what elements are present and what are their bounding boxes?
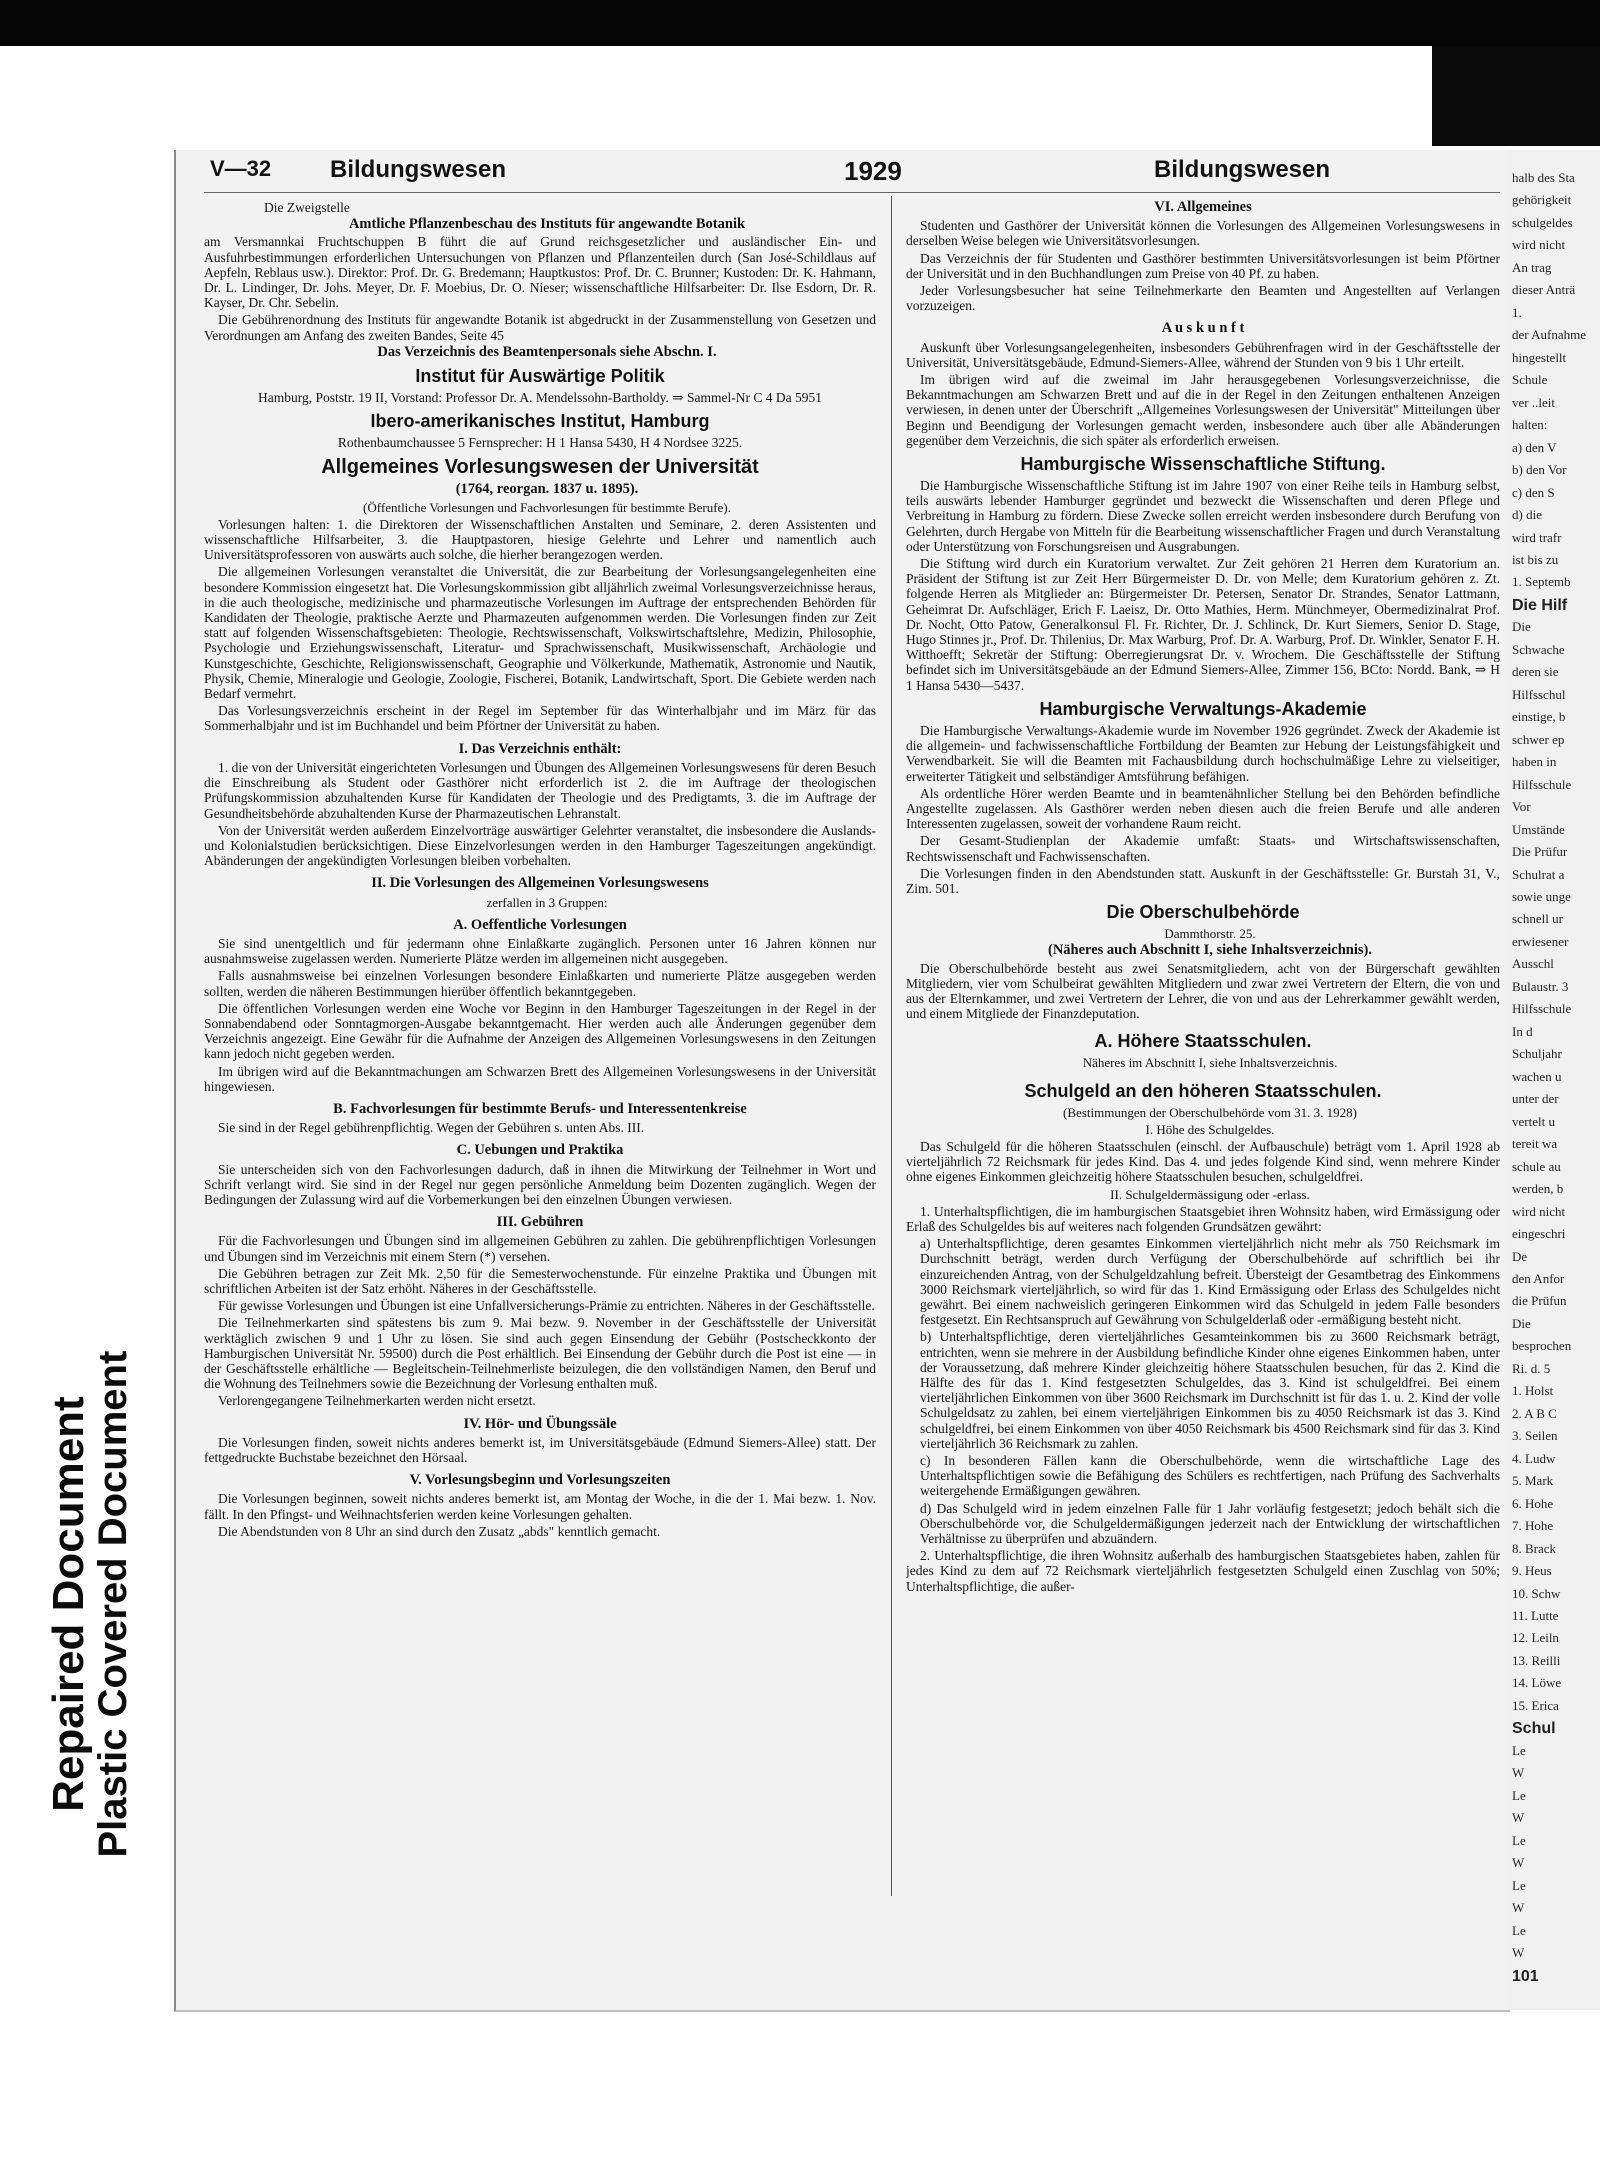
institution-heading: Ibero-amerikanisches Institut, Hamburg <box>370 411 710 432</box>
paragraph: Die Stiftung wird durch ein Kuratorium verwaltet. Zur Zeit gehören 21 Herren dem Kuratorium an. Präsident der Stiftung ist zur Zeit Herr Bürgermeister D. Dr. von Melle; dem Kuratorium gehören z. Zt. folgende Herren als Mitglieder an: Bürgermeister Dr. Petersen, Senator Dr. Strandes, Senator Lattmann, Geheimrat Dr. Aufschläger, Erich F. Laeisz, Dr. Otto Mathies, Herm. Münchmeyer, Obermedizinalrat Prof. Dr. Nocht, Otto Patow, Generalkonsul Fl. Fr. Richter, Dr. J. Schlinck, Dr. Kurt Siemers, Senior D. Stage, Hugo Stinnes jr., Prof. Dr. Thilenius, Dr. Max Warburg, Prof. Dr. A. Warburg, Prof. Dr. Winkler, Senator F. H. Witthoefft; Sekretär der Stiftung: Oberregierungsrat Dr. v. Wrochem. Die Geschäftsstelle der Stiftung befindet sich im Universitätsgebäude an der Edmund Siemers-Allee, Zimmer 156, BCto: Nordd. Bank, ⇒ H 1 Hansa 5430—5437. <box>906 556 1500 693</box>
strip-line: haben in <box>1512 754 1557 769</box>
subsection-heading: I. Höhe des Schulgeldes. <box>1145 1121 1275 1137</box>
strip-line: Vor <box>1512 799 1531 814</box>
header-right-title: Bildungswesen <box>1154 156 1331 183</box>
list-item: c) In besonderen Fällen kann die Oberschulbehörde, wenn die wirtschaftliche Lage des Unterhaltspflichtigen sowie die Befähigung des Schülers es rechtfertigen, nach Prüfung des Sachverhalts weitergehende Ermäßigungen gewähren. <box>920 1453 1500 1499</box>
strip-line: 10. Schw <box>1512 1586 1561 1601</box>
institution-heading: Institut für Auswärtige Politik <box>415 366 665 387</box>
strip-line: Die <box>1512 1316 1531 1331</box>
left-column <box>204 200 876 1900</box>
paragraph: Die Zweigstelle <box>264 200 350 215</box>
strip-line: W <box>1512 1855 1525 1870</box>
strip-line: Umstände <box>1512 822 1565 837</box>
paragraph: 1. die von der Universität eingerichteten Vorlesungen und Übungen des Allgemeinen Vorlesungswesens für deren Besuch die Einschreibung als Student oder Gasthörer nicht erforderlich ist 2. die im Auftrage der theologischen Prüfungskommission abzuhaltenden Kurse für Kandidaten der Theologie und des Predigtamts, 3. die im Auftrage der Gesundheitsbehörde abzuhaltenden Kurse der Pharmazeutischen Lehranstalt. <box>204 759 876 821</box>
paragraph: Die Hamburgische Wissenschaftliche Stiftung ist im Jahre 1907 von einer Reihe teils in Hamburg selbst, teils auswärts lebender Hamburger gegründet und bezweckt die Wissenschaften und deren Pflege und Verbreitung in Hamburg zu fördern. Diese Zwecke sollen erreicht werden insbesondere durch Berufung von Gelehrten, durch Hergabe von Mitteln für die Bearbeitung wissenschaftlicher Fragen und durch Veranstaltung oder Unterstützung von Forschungsreisen und Ausgrabungen. <box>906 478 1500 554</box>
section-heading: III. Gebühren <box>496 1214 584 1231</box>
side-label-line1: Repaired Document <box>43 1396 93 1812</box>
strip-line: 5. Mark <box>1512 1473 1554 1488</box>
strip-line: 12. Leiln <box>1512 1630 1559 1645</box>
strip-line: gehörigkeit <box>1512 192 1572 207</box>
strip-line: c) den S <box>1512 485 1555 500</box>
strip-line: 13. Reilli <box>1512 1653 1561 1668</box>
strip-line: 2. A B C <box>1512 1406 1557 1421</box>
section-heading: VI. Allgemeines <box>1154 200 1252 215</box>
strip-line: Schulrat a <box>1512 867 1565 882</box>
paragraph: (Öffentliche Vorlesungen und Fachvorlesungen für bestimmte Berufe). <box>363 499 731 515</box>
strip-line: 1. <box>1512 305 1522 320</box>
institution-heading: Hamburgische Verwaltungs-Akademie <box>1039 698 1367 719</box>
column-divider <box>891 196 892 1896</box>
paragraph: Das Schulgeld für die höheren Staatsschulen (einschl. der Aufbauschule) beträgt vom 1. April 1928 ab vierteljährlich 72 Reichsmark für jedes Kind. Das 4. und jedes folgende Kind sind, wenn mehrere Kinder ohne eigenes Einkommen gleichzeitig höhere Staatsschulen besuchen, schulgeldfrei. <box>906 1138 1500 1185</box>
strip-line: der Aufnahme <box>1512 327 1587 342</box>
strip-line: wird nicht <box>1512 237 1566 252</box>
paragraph: Die öffentlichen Vorlesungen werden eine Woche vor Beginn in den Hamburger Tageszeitungen in der Regel in der Sonnabendabend oder Sonntagmorgen-Ausgabe bekanntgemacht. Hier werden auch alle Änderungen gegenüber dem Verzeichnis angezeigt. Eine Gewähr für die Aufnahme der Anzeigen des Allgemeinen Vorlesungswesens in den Zeitungen kann jedoch nicht gegeben werden. <box>204 1000 876 1062</box>
strip-line: Ri. d. 5 <box>1512 1361 1551 1376</box>
strip-line: schulgeldes <box>1512 215 1573 230</box>
section-heading: I. Das Verzeichnis enthält: <box>458 740 622 757</box>
list-item: b) Unterhaltspflichtige, deren vierteljährliches Gesamteinkommen bis zu 3600 Reichsmark beträgt, entrichten, wenn sie mehrere in der Ausbildung befindliche Kinder ohne eigenes Einkommen haben, unter der Voraussetzung, daß mehrere Kinder gleichzeitig höhere Staatsschulen besuchen, für das 2. Kind die Hälfte des für das 1. Kind festgesetzten Schulgeldes, das 3. Kind ist schulgeldfrei. Bei einem vierteljährlichen Einkommen von über 3600 Reichsmark im Durchschnitt ist für das 1. u. 2. Kind der volle Schulgeldsatz zu zahlen, bei einem vierteljährigen Einkommen bis zu 4050 Reichsmark ist das 3. Kind schulgeldfrei, bei einem Einkommen von über 4050 Reichsmark bis 4500 Reichsmark sind für das 3. Kind vierteljährlich 36 Reichsmark zu zahlen. <box>920 1329 1500 1451</box>
paragraph: Das Verzeichnis der für Studenten und Gasthörer bestimmten Universitätsvorlesungen ist beim Pförtner der Universität und in den Buchhandlungen zum Preise von 40 Pf. zu haben. <box>906 250 1500 281</box>
top-dark-band <box>0 0 1600 46</box>
paragraph: Die Oberschulbehörde besteht aus zwei Senatsmitgliedern, acht von der Bürgerschaft gewählten Mitgliedern, vier vom Schulbeirat gewählten Mitgliedern und zwar zwei Vertretern der Eltern, die von und aus der Elternkammer, und zwei Vertretern der Lehrer, die von und aus der Lehrerkammer gewählt werden, und einem Mitgliede der Finanzdeputation. <box>906 960 1500 1022</box>
strip-line: Schuljahr <box>1512 1046 1562 1061</box>
rule-list <box>906 1236 1500 1546</box>
strip-line: 8. Brack <box>1512 1541 1557 1556</box>
strip-line: 1. Septemb <box>1512 574 1571 589</box>
section-heading: A u s k u n f t <box>1161 320 1245 337</box>
top-right-dark-stripe <box>1432 46 1600 146</box>
strip-line: b) den Vor <box>1512 462 1567 477</box>
strip-line: W <box>1512 1765 1525 1780</box>
strip-line: Le <box>1512 1878 1526 1893</box>
founding-dates: (1764, reorgan. 1837 u. 1895). <box>455 481 639 498</box>
paragraph: Verlorengegangene Teilnehmerkarten werden nicht ersetzt. <box>218 1393 536 1409</box>
institution-heading: A. Höhere Staatsschulen. <box>1094 1031 1312 1052</box>
strip-line: Ausschl <box>1512 956 1554 971</box>
paragraph: Die Vorlesungen finden in den Abendstunden statt. Auskunft in der Geschäftsstelle: Gr. Burstah 31, V., Zim. 501. <box>906 865 1500 896</box>
paragraph: Im übrigen wird auf die zweimal im Jahr herausgegebenen Vorlesungsverzeichnisse, die Bekanntmachungen am Schwarzen Brett und auf die in der Regel in den Zeitungen enthaltenen Anzeigen verwiesen, in denen unter der Überschrift „Allgemeines Vorlesungswesen der Universität" Mitteilungen über Beginn und Beendigung der Vorlesungen gemacht werden, insbesondere auch über alle Abänderungen gegenüber dem Verzeichnis, die sich später als erforderlich erweisen. <box>906 372 1500 448</box>
institution-heading: Allgemeines Vorlesungswesen der Universität <box>321 456 759 479</box>
strip-line: Hilfsschule <box>1512 777 1572 792</box>
paragraph: Die Gebühren betragen zur Zeit Mk. 2,50 für die Semesterwochenstunde. Für einzelne Praktika und Übungen mit schriftlichen Arbeiten ist der Satz erhöht. Näheres in der Geschäftsstelle. <box>204 1265 876 1296</box>
side-label <box>43 1054 136 2154</box>
paragraph: Das Vorlesungsverzeichnis erscheint in der Regel im September für das Winterhalbjahr und im März für das Sommerhalbjahr und ist im Buchhandel und beim Pförtner der Universität zu haben. <box>204 703 876 734</box>
section-heading: IV. Hör- und Übungssäle <box>463 1415 617 1432</box>
strip-line: wird trafr <box>1512 530 1562 545</box>
strip-line: De <box>1512 1249 1528 1264</box>
paragraph: Jeder Vorlesungsbesucher hat seine Teilnehmerkarte den Beamten und Angestellten auf Verlangen vorzuzeigen. <box>906 283 1500 314</box>
strip-line: Die Prüfur <box>1512 844 1568 859</box>
right-column <box>906 200 1500 1900</box>
strip-line: den Anfor <box>1512 1271 1565 1286</box>
strip-line: Schule <box>1512 372 1548 387</box>
paragraph: (Näheres auch Abschnitt I, siehe Inhaltsverzeichnis). <box>1048 942 1372 959</box>
strip-line: ist bis zu <box>1512 552 1559 567</box>
strip-line: Le <box>1512 1788 1526 1803</box>
strip-line: 1. Holst <box>1512 1383 1554 1398</box>
strip-line: An trag <box>1512 260 1552 275</box>
strip-line: Die <box>1512 619 1531 634</box>
page-header <box>204 156 1500 188</box>
section-heading: Das Verzeichnis des Beamtenpersonals siehe Abschn. I. <box>377 343 717 360</box>
paragraph: Falls ausnahmsweise bei einzelnen Vorlesungen besondere Einlaßkarten und numerierte Plätze ausgegeben werden sollten, werden die näheren Bestimmungen hierüber öffentlich bekanntgegeben. <box>204 968 876 999</box>
institution-heading: Die Oberschulbehörde <box>1106 902 1300 923</box>
newspaper-page <box>174 150 1510 2012</box>
strip-line: W <box>1512 1945 1525 1960</box>
strip-line: 7. Hohe <box>1512 1518 1554 1533</box>
strip-line: halb des Sta <box>1512 170 1575 185</box>
paragraph: Studenten und Gasthörer der Universität können die Vorlesungen des Allgemeinen Vorlesungswesens in derselben Weise belegen wie Universitätsvorlesungen. <box>906 218 1500 249</box>
paragraph: Die allgemeinen Vorlesungen veranstaltet die Universität, die zur Bearbeitung der Vorlesungsangelegenheiten eine besondere Kommission eingesetzt hat. Die Vorlesungskommission gibt alljährlich zweimal Vorlesungsverzeichnisse heraus, in die auch theologische, medizinische und pharmazeutische Vorlesungen im Auftrage der entsprechenden Behörden für Kandidaten der Theologie, praktische Aerzte und Pharmazeuten aufgenommen werden. Die Vorlesungen finden zur Zeit statt auf folgenden Wissenschaftsgebieten: Theologie, Rechtswissenschaft, Volkswirtschaftslehre, Medizin, Philosophie, Psychologie und Erziehungswissenschaft, Literatur- und Sprachwissenschaft, Musikwissenschaft, Archäologie und Kunstgeschichte, Geschichte, Religionswissenschaft, Geographie und Völkerkunde, Mathematik, Astronomie und Nautik, Physik, Chemie, Mineralogie und Geologie, Zoologie, Fischerei, Botanik, Landwirtschaft, Sport. Die Gebiete werden nach Bedarf vermehrt. <box>204 564 876 702</box>
paragraph: Sie sind in der Regel gebührenpflichtig. Wegen der Gebühren s. unten Abs. III. <box>218 1120 645 1136</box>
paragraph: Vorlesungen halten: 1. die Direktoren der Wissenschaftlichen Anstalten und Seminare, 2. deren Assistenten und wissenschaftliche Hilfsarbeiter, 3. die Hauptpastoren, hiesige Gelehrte und Lehrer und namentlich auch Universitätsprofessoren von auswärts auch solche, die hierher berangezogen werden. <box>204 516 876 563</box>
strip-line: W <box>1512 1810 1525 1825</box>
strip-line: Le <box>1512 1743 1526 1758</box>
strip-line: Le <box>1512 1833 1526 1848</box>
paragraph: Dammthorstr. 25. <box>1164 926 1256 942</box>
paragraph: Auskunft über Vorlesungsangelegenheiten, insbesonders Gebührenfragen wird in der Geschäftsstelle der Universität, Universitätsgebäude, Edmund-Siemers-Allee, während der Stunden von 9 bis 1 Uhr erteilt. <box>906 339 1500 370</box>
strip-line: d) die <box>1512 507 1542 522</box>
strip-line: halten: <box>1512 417 1548 432</box>
strip-line: 4. Ludw <box>1512 1451 1556 1466</box>
section-heading: II. Die Vorlesungen des Allgemeinen Vorlesungswesens <box>371 875 709 892</box>
strip-line: 101 <box>1512 1968 1539 1985</box>
paragraph: Als ordentliche Hörer werden Beamte und in beamtenähnlicher Stellung bei den Behörden befindliche Angestellte zugelassen. Als Gasthörer werden neben diesen auch die freien Berufe und alle anderen Interessenten zugelassen, soweit der vorhandene Raum reicht. <box>906 785 1500 832</box>
strip-line: unter der <box>1512 1091 1559 1106</box>
strip-line: vertelt u <box>1512 1114 1555 1129</box>
strip-line: Schwache <box>1512 642 1565 657</box>
paragraph: Für die Fachvorlesungen und Übungen sind im allgemeinen Gebühren zu zahlen. Die gebührenpflichtigen Vorlesungen und Übungen sind im Verzeichnis mit einem Stern (*) versehen. <box>204 1233 876 1264</box>
institution-heading: Hamburgische Wissenschaftliche Stiftung. <box>1020 454 1386 475</box>
strip-line: werden, b <box>1512 1181 1564 1196</box>
strip-line: sowie unge <box>1512 889 1571 904</box>
paragraph: zerfallen in 3 Gruppen: <box>486 894 608 910</box>
strip-line: a) den V <box>1512 440 1557 455</box>
strip-line: 14. Löwe <box>1512 1675 1562 1690</box>
section-heading: A. Oeffentliche Vorlesungen <box>453 916 627 933</box>
strip-line: 9. Heus <box>1512 1563 1552 1578</box>
strip-line: 11. Lutte <box>1512 1608 1559 1623</box>
paragraph: Sie unterscheiden sich von den Fachvorlesungen dadurch, daß in ihnen die Mitwirkung der Teilnehmer in Wort und Schrift verlangt wird. Sie sind in der Regel nur gegen persönliche Anmeldung beim Dozenten zugänglich. Wegen der Bedingungen der Zulassung wird auf die Vorbemerkungen bei den einzelnen Übungen verwiesen. <box>204 1161 876 1207</box>
header-left-title: Bildungswesen <box>330 156 507 183</box>
side-label-line2: Plastic Covered Document <box>91 1350 136 1858</box>
paragraph: 2. Unterhaltspflichtige, die ihren Wohnsitz außerhalb des hamburgischen Staatsgebietes haben, zahlen für jedes Kind zu dem auf 72 Reichsmark vierteljährlich festgesetzten Schulgeld einen Zuschlag von 50%; Unterhaltspflichtige, die außer- <box>906 1548 1500 1594</box>
strip-line: hingestellt <box>1512 350 1567 365</box>
paragraph: Hamburg, Poststr. 19 II, Vorstand: Professor Dr. A. Mendelssohn-Bartholdy. ⇒ Sammel-Nr C 4 Da 5951 <box>258 390 822 406</box>
header-rule <box>204 192 1500 193</box>
paragraph: Im übrigen wird auf die Bekanntmachungen am Schwarzen Brett des Allgemeinen Vorlesungswesens in der Universität hingewiesen. <box>204 1063 876 1094</box>
strip-line: Hilfsschule <box>1512 1001 1572 1016</box>
strip-line: wachen u <box>1512 1069 1562 1084</box>
paragraph: Die Gebührenordnung des Instituts für angewandte Botanik ist abgedruckt in der Zusammenstellung von Gesetzen und Verordnungen am Anfang des zweiten Bandes, Seite 45 <box>204 312 876 343</box>
strip-line: dieser Anträ <box>1512 282 1576 297</box>
paragraph: Für gewisse Vorlesungen und Übungen ist eine Unfallversicherungs-Prämie zu entrichten. Näheres in der Geschäftsstelle. <box>218 1298 875 1314</box>
strip-line: W <box>1512 1900 1525 1915</box>
paragraph: (Bestimmungen der Oberschulbehörde vom 31. 3. 1928) <box>1063 1104 1357 1120</box>
list-item: a) Unterhaltspflichtige, deren gesamtes Einkommen vierteljährlich nicht mehr als 750 Reichsmark im Durchschnitt beträgt, werden durch Verfügung der Oberschulbehörde auf schriftlich bei ihr einzureichenden Antrag, von der Schulgeldzahlung befreit. Übersteigt der Gesamtbetrag des Einkommens 3000 Reichsmark vierteljährlich, so wird für das 1. Kind Ermässigung oder Erlass des Schulgeldes nicht gewährt. Bei einem nachweislich geringeren Einkommen wird das Schulgeld in jedem Falle besonders festgesetzt. Ein Rechtsanspruch auf Gewährung von Schulgelderlaß oder -ermäßigung besteht nicht. <box>920 1236 1500 1328</box>
strip-line: deren sie <box>1512 664 1559 679</box>
strip-line: Hilfsschul <box>1512 687 1566 702</box>
strip-line: erwiesener <box>1512 934 1569 949</box>
header-year: 1929 <box>844 156 902 186</box>
paragraph: Die Teilnehmerkarten sind spätestens bis zum 9. Mai bezw. 9. November in der Geschäftsstelle der Universität werktäglich zwischen 9 und 1 Uhr zu lösen. Sie sind auch gegen Einsendung der Gebühr (Postscheckkonto der Hamburgischen Universität Nr. 59500) durch die Post erhältlich. Bei Einsendung der Gebühr durch die Post ist eine — in der Geschäftsstelle erhältliche — Begleitschein-Teilnehmerliste beizulegen, die den vollständigen Namen, den Beruf und die Wohnung des Teilnehmers sowie die Bezeichnung der Vorlesung enthalten muß. <box>204 1315 876 1392</box>
section-heading: C. Uebungen und Praktika <box>456 1142 624 1159</box>
strip-line: Bulaustr. 3 <box>1512 979 1569 994</box>
paragraph: Die Vorlesungen beginnen, soweit nichts anderes bemerkt ist, am Montag der Woche, in die der 1. Mai bezw. 1. Nov. fällt. In den Pfingst- und Weihnachtsferien werden keine Vorlesungen gehalten. <box>204 1491 876 1522</box>
paragraph: 1. Unterhaltspflichtigen, die im hamburgischen Staatsgebiet ihren Wohnsitz haben, wird Ermässigung oder Erlaß des Schulgeldes bis auf weiteres nach folgenden Grundsätzen gewährt: <box>906 1203 1500 1234</box>
subsection-heading: II. Schulgeldermässigung oder -erlass. <box>1110 1186 1310 1202</box>
paragraph: Rothenbaumchaussee 5 Fernsprecher: H 1 Hansa 5430, H 4 Nordsee 3225. <box>337 435 743 451</box>
adjacent-page-strip <box>1508 150 1600 2010</box>
strip-line: die Prüfun <box>1512 1293 1567 1308</box>
strip-line: tereit wa <box>1512 1136 1558 1151</box>
strip-line: 15. Erica <box>1512 1698 1559 1713</box>
paragraph: Von der Universität werden außerdem Einzelvorträge auswärtiger Gelehrter veranstaltet, die insbesondere die Auslands- und Kolonialstudien berücksichtigen. Diese Einzelvorlesungen werden in den Hamburger Tageszeitungen angekündigt. Abänderungen der angekündigten Vorlesungen bleiben vorbehalten. <box>204 822 876 869</box>
strip-line: Schul <box>1512 1720 1556 1737</box>
strip-line: In d <box>1512 1024 1533 1039</box>
strip-line: schwer ep <box>1512 732 1565 747</box>
section-heading: Amtliche Pflanzenbeschau des Instituts für angewandte Botanik <box>348 216 746 233</box>
paragraph: Die Hamburgische Verwaltungs-Akademie wurde im November 1926 gegründet. Zweck der Akademie ist die allgemein- und fachwissenschaftliche Fortbildung der Beamten zur Hebung der Leistungsfähigkeit und Verwendbarkeit. Sie will die Beamten mit Fachausbildung durch hochschulmäßige Lehre zu vielseitiger, erweiterter Tätigkeit und selbständiger Amtsführung befähigen. <box>906 722 1500 784</box>
strip-line: schnell ur <box>1512 911 1563 926</box>
section-heading: V. Vorlesungsbeginn und Vorlesungszeiten <box>409 1472 671 1489</box>
strip-line: einstige, b <box>1512 709 1566 724</box>
institution-heading: Schulgeld an den höheren Staatsschulen. <box>1024 1080 1382 1101</box>
strip-line: Die Hilf <box>1512 597 1568 614</box>
section-heading: B. Fachvorlesungen für bestimmte Berufs- und Interessentenkreise <box>333 1100 747 1117</box>
paragraph: Der Gesamt-Studienplan der Akademie umfaßt: Staats- und Wirtschaftswissenschaften, Rechtswissenschaft und Fachwissenschaften. <box>906 833 1500 864</box>
strip-line: eingeschri <box>1512 1226 1566 1241</box>
strip-line: Le <box>1512 1923 1526 1938</box>
list-item: d) Das Schulgeld wird in jedem einzelnen Falle für 1 Jahr vorläufig festgesetzt; jedoch behält sich die Oberschulbehörde vor, die Schulgeldermäßigungen jederzeit nach der Entwicklung der wirtschaftlichen Verhältnisse zu überprüfen und abzuändern. <box>920 1500 1500 1547</box>
paragraph: Die Vorlesungen finden, soweit nichts anderes bemerkt ist, im Universitätsgebäude (Edmund Siemers-Allee) statt. Der fettgedruckte Buchstabe bezeichnet den Hörsaal. <box>204 1434 876 1466</box>
paragraph: am Versmannkai Fruchtschuppen B führt die auf Grund reichsgesetzlicher und ausländischer Ein- und Ausfuhrbestimmungen erforderlichen Untersuchungen von Pflanzen und Pflanzenteilen durch (San José-Schildlaus auf Aepfeln, Reblaus usw.). Direktor: Prof. Dr. G. Bredemann; Hauptkustos: Prof. Dr. C. Brunner; Kustoden: Dr. K. Hahmann, Dr. L. Lindinger, Dr. Johs. Meyer, Dr. F. Moebius, Dr. O. Nieser; wissenschaftliche Hilfsarbeiter: Dr. Ilse Esdorn, Dr. R. Kayser, Dr. Chr. Sebelin. <box>204 234 876 311</box>
page-number: V—32 <box>210 156 272 181</box>
paragraph: Näheres im Abschnitt I, siehe Inhaltsverzeichnis. <box>1082 1055 1338 1071</box>
paragraph: Die Abendstunden von 8 Uhr an sind durch den Zusatz „abds" kenntlich gemacht. <box>218 1523 661 1539</box>
strip-line: 3. Seilen <box>1512 1428 1558 1443</box>
paragraph: Sie sind unentgeltlich und für jedermann ohne Einlaßkarte zugänglich. Personen unter 16 Jahren können nur ausnahmsweise zugelassen werden. Numerierte Plätze werden im allgemeinen nicht ausgegeben. <box>204 935 876 967</box>
strip-line: besprochen <box>1512 1338 1572 1353</box>
strip-line: schule au <box>1512 1159 1561 1174</box>
strip-line: 6. Hohe <box>1512 1496 1554 1511</box>
strip-line: ver ..leit <box>1512 395 1555 410</box>
strip-line: wird nicht <box>1512 1204 1566 1219</box>
